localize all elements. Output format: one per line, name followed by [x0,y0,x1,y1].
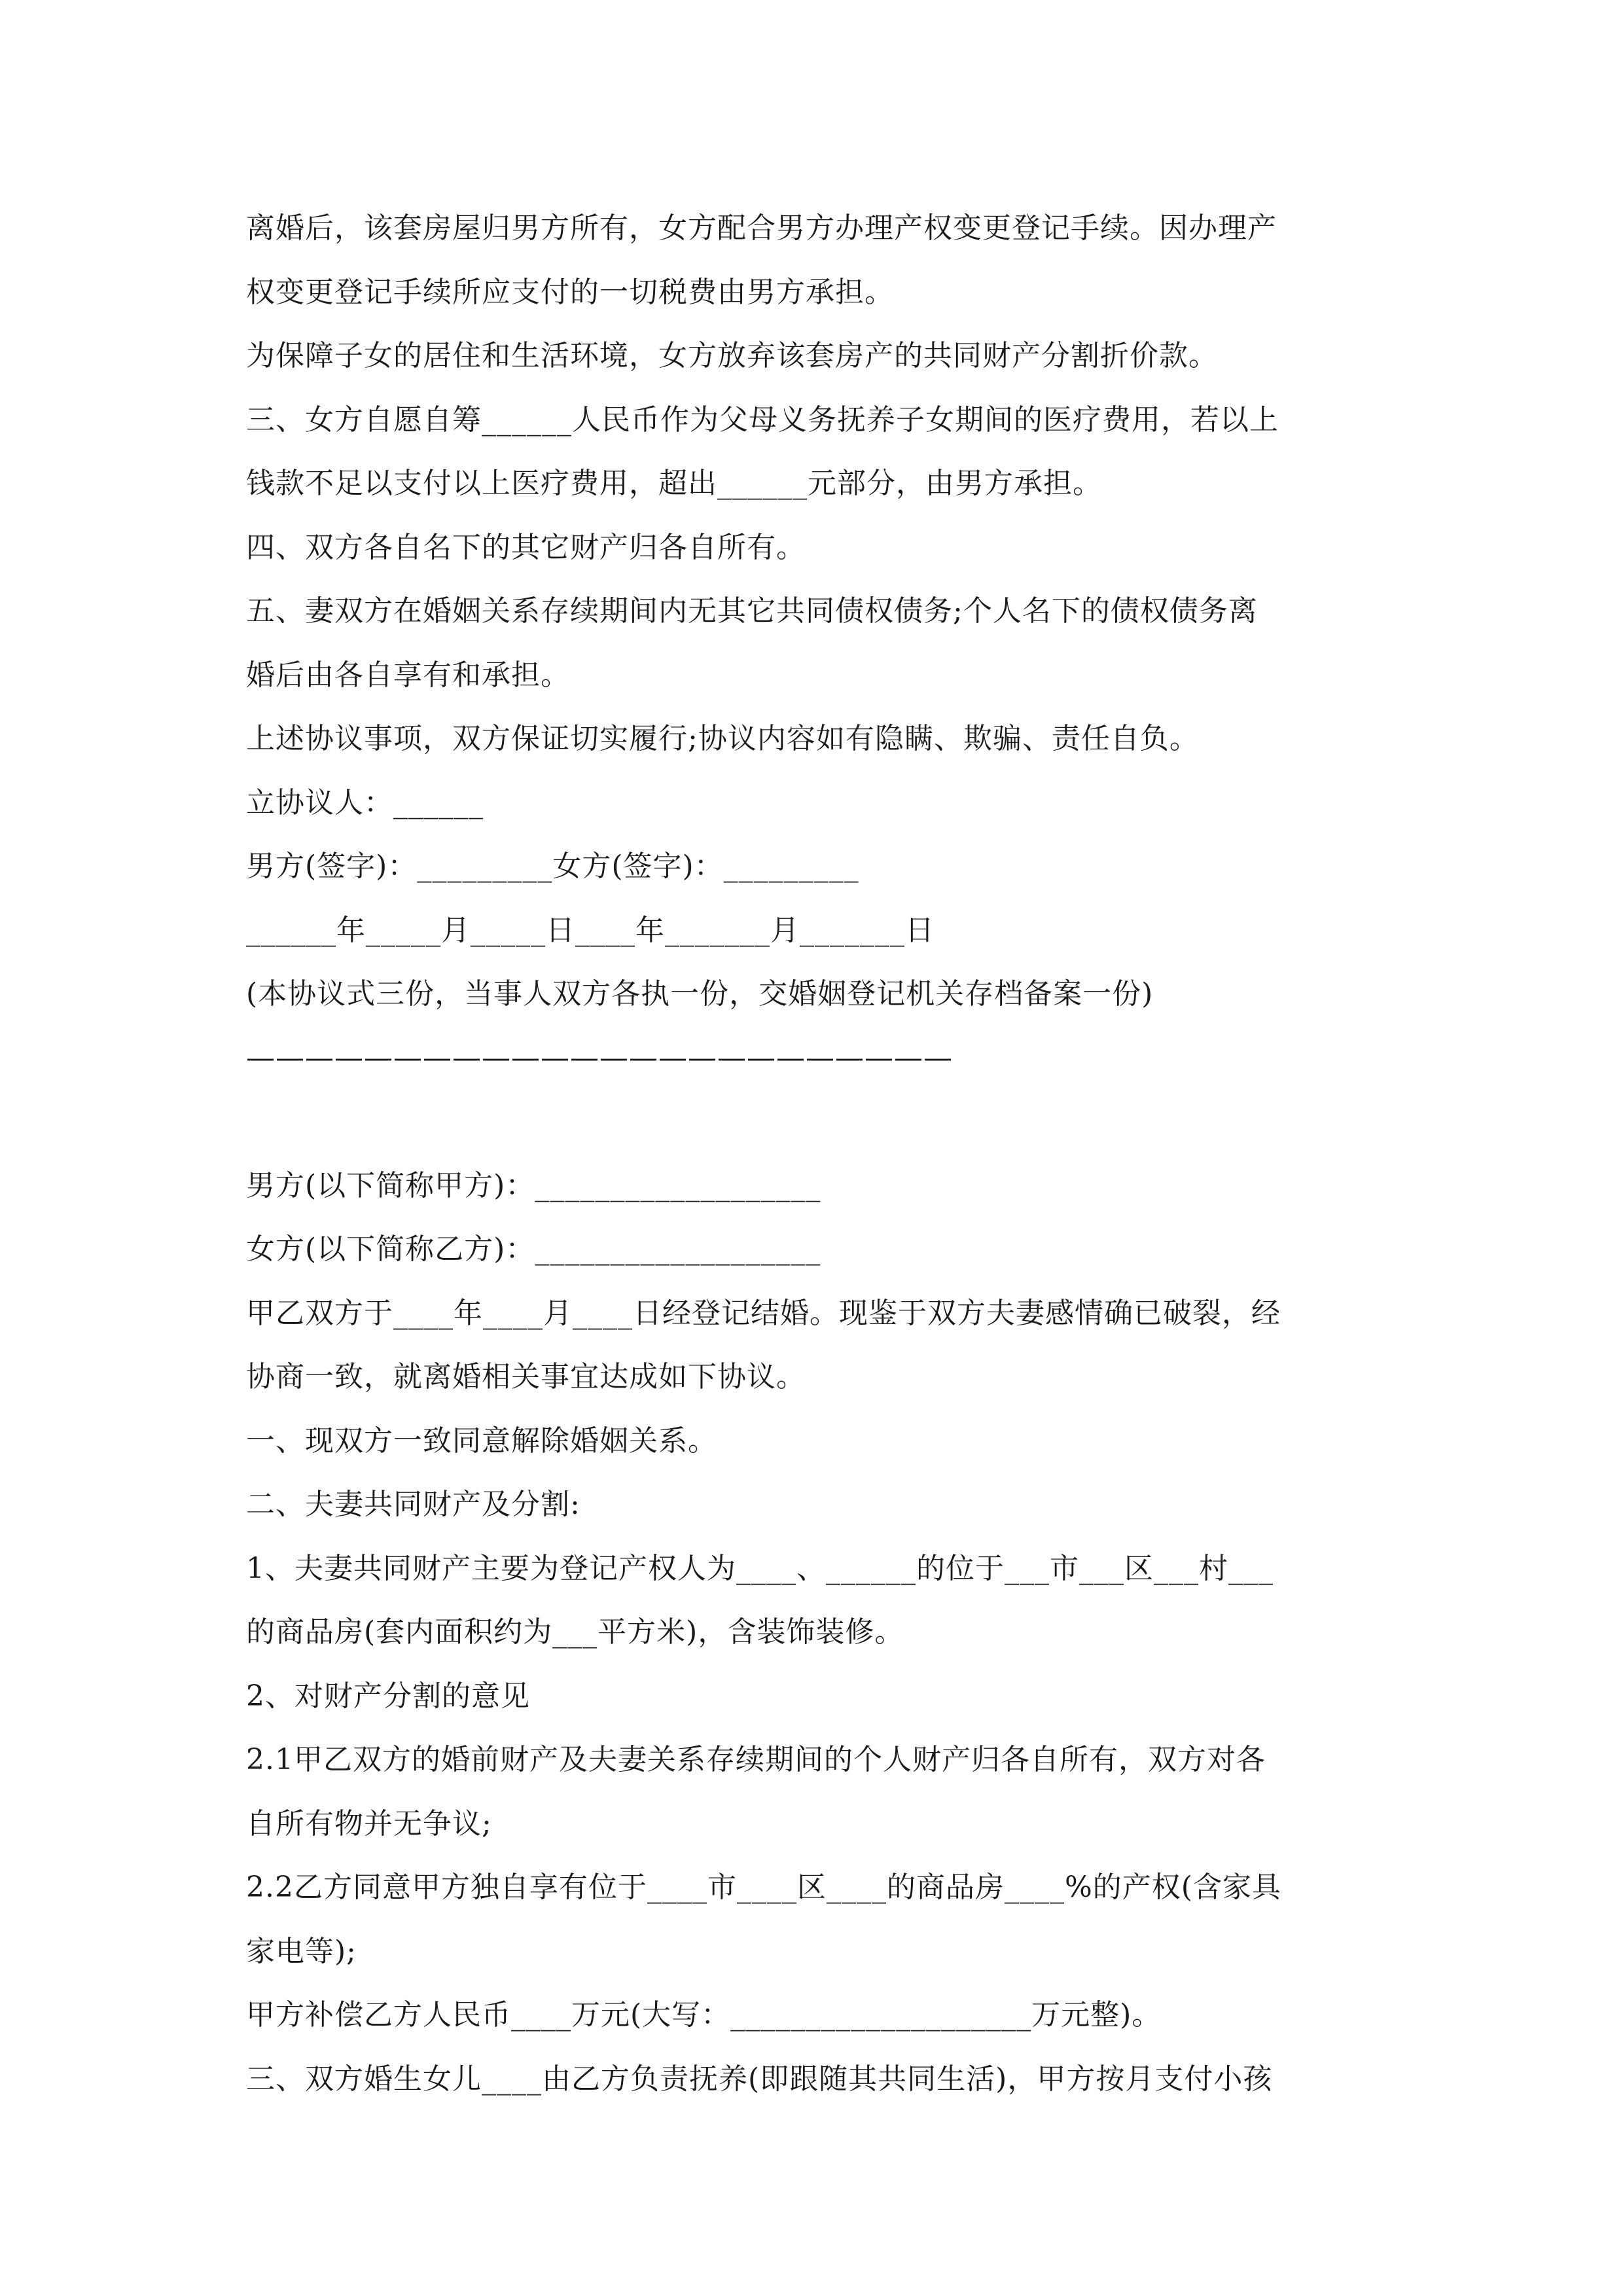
text-line: 上述协议事项，双方保证切实履行;协议内容如有隐瞒、欺骗、责任自负。 [246,722,1199,755]
text-line: 协商一致，就离婚相关事宜达成如下协议。 [246,1360,806,1393]
text-line: 离婚后，该套房屋归男方所有，女方配合男方办理产权变更登记手续。因办理产 [246,211,1277,245]
text-line: 为保障子女的居住和生活环境，女方放弃该套房产的共同财产分割折价款。 [246,339,1218,372]
text-line: 2.1甲乙双方的婚前财产及夫妻关系存续期间的个人财产归各自所有，双方对各 [246,1743,1266,1776]
copies-note: (本协议式三份，当事人双方各执一份，交婚姻登记机关存档备案一份) [246,977,1154,1011]
signatory-line: 立协议人：______ [246,785,484,819]
text-line: 三、双方婚生女儿____由乙方负责抚养(即跟随其共同生活)，甲方按月支付小孩 [246,2062,1273,2096]
text-line: 五、妻双方在婚姻关系存续期间内无其它共同债权债务;个人名下的债权债务离 [246,594,1258,628]
document-body [246,196,1385,2111]
text-line: 的商品房(套内面积约为___平方米)，含装饰装修。 [246,1615,904,1649]
text-line: 甲方补偿乙方人民币____万元(大写：____________________万元整)。 [246,1998,1162,2032]
text-line: 2.2乙方同意甲方独自享有位于____市____区____的商品房____%的产权(含家具 [246,1871,1281,1904]
text-line: 四、双方各自名下的其它财产归各自所有。 [246,530,806,564]
date-line: ______年_____月_____日____年_______月_______日 [246,913,935,947]
section-divider: ———————————————————————— [246,1041,953,1075]
text-line: 家电等); [246,1934,357,1968]
text-line: 自所有物并无争议; [246,1806,492,1840]
text-line: 二、夫妻共同财产及分割: [246,1488,580,1521]
text-line: 三、女方自愿自筹______人民币作为父母义务抚养子女期间的医疗费用，若以上 [246,403,1279,437]
text-line: 1、夫妻共同财产主要为登记产权人为____、______的位于___市___区___村___ [246,1551,1274,1585]
spacer [246,1090,1385,1154]
text-line: 2、对财产分割的意见 [246,1679,530,1713]
text-line: 权变更登记手续所应支付的一切税费由男方承担。 [246,275,894,309]
text-line: 甲乙双方于____年____月____日经登记结婚。现鉴于双方夫妻感情确已破裂，经 [246,1296,1281,1330]
signature-line: 男方(签字)：_________女方(签字)：_________ [246,850,859,883]
text-line: 钱款不足以支付以上医疗费用，超出______元部分，由男方承担。 [246,467,1102,500]
party-b-line: 女方(以下简称乙方)：___________________ [246,1232,821,1266]
text-line: 婚后由各自享有和承担。 [246,658,570,692]
text-line: 一、现双方一致同意解除婚姻关系。 [246,1424,717,1458]
party-a-line: 男方(以下简称甲方)：___________________ [246,1168,821,1202]
